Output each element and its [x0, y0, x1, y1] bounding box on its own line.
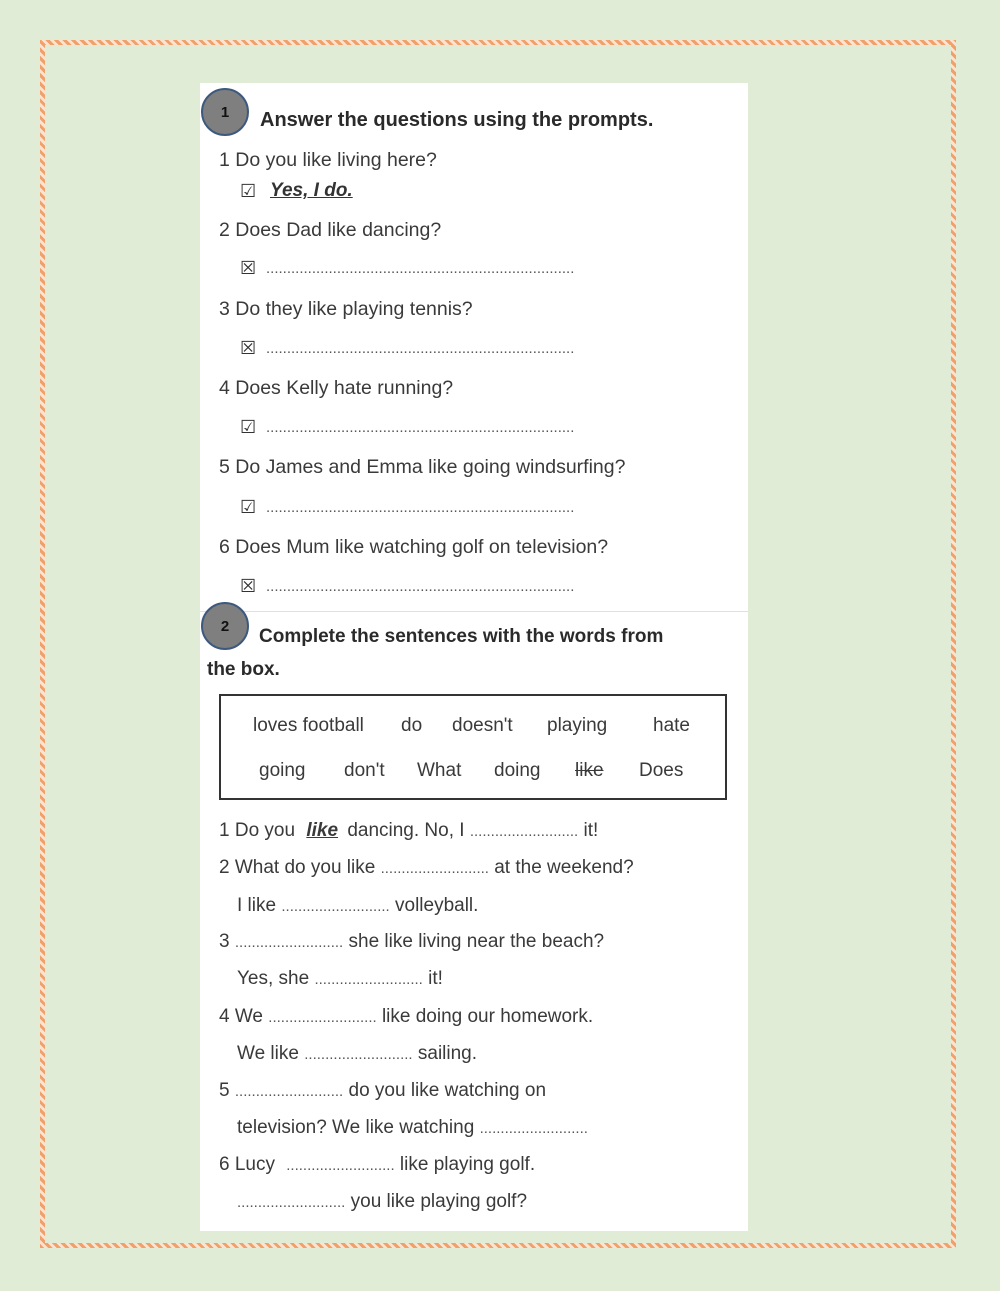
check-icon: ☑ — [240, 180, 257, 201]
word-box — [219, 694, 727, 800]
word-box-item: do — [401, 715, 423, 736]
sentence-5-line2 — [237, 1117, 588, 1139]
question-2: 2 Does Dad like dancing? — [219, 219, 442, 241]
answer-5-blank[interactable]: .......................................................................... — [266, 499, 575, 516]
sentence-2 — [219, 857, 634, 879]
exercise-2-heading-line2: the box. — [207, 659, 280, 680]
sentence-text: 4 We — [219, 1006, 264, 1027]
answer-5 — [240, 497, 574, 518]
answer-6 — [240, 576, 574, 597]
word-box-item: don't — [344, 760, 385, 781]
sentence-text: 1 Do you — [219, 820, 296, 841]
word-box-item: hate — [653, 715, 690, 736]
question-5: 5 Do James and Emma like going windsurfing? — [219, 456, 626, 478]
check-icon: ☑ — [240, 417, 257, 437]
sentence-text: volleyball. — [395, 895, 479, 916]
blank-field[interactable]: .......................... — [314, 971, 423, 988]
blank-field[interactable]: .......................... — [237, 1194, 346, 1211]
sentence-6 — [219, 1154, 535, 1176]
answer-1 — [240, 180, 353, 202]
word-box-item: loves football — [253, 715, 364, 736]
sentence-text: it! — [428, 968, 443, 989]
check-icon: ☑ — [240, 497, 257, 517]
sentence-1 — [219, 820, 598, 842]
sentence-text: she like living near the beach? — [348, 931, 605, 952]
sentence-text: like doing our homework. — [381, 1006, 594, 1027]
word-box-item: doing — [494, 760, 541, 781]
word-box-item: doesn't — [452, 715, 513, 736]
sentence-text: 2 What do you like — [219, 857, 376, 878]
blank-field[interactable]: .......................... — [479, 1120, 588, 1137]
answer-2-blank[interactable]: .......................................................................... — [266, 260, 575, 277]
sentence-text: it! — [583, 820, 599, 841]
example-answer: like — [306, 820, 339, 841]
sentence-3 — [219, 931, 604, 953]
sentence-text: 6 Lucy — [219, 1154, 275, 1175]
sentence-text: like playing golf. — [399, 1154, 536, 1175]
word-box-item: going — [259, 760, 306, 781]
blank-field[interactable]: .......................... — [469, 823, 579, 840]
blank-field[interactable]: .......................... — [380, 860, 489, 877]
exercise-1-badge — [201, 88, 249, 136]
word-box-item: Does — [639, 760, 684, 781]
answer-4-blank[interactable]: .......................................................................... — [266, 419, 575, 436]
question-3: 3 Do they like playing tennis? — [219, 298, 473, 320]
word-box-item: What — [417, 760, 462, 781]
sentence-text: sailing. — [417, 1043, 478, 1064]
blank-field[interactable]: .......................... — [234, 1083, 344, 1100]
sentence-4-line2 — [237, 1043, 477, 1065]
blank-field[interactable]: .......................... — [234, 934, 344, 951]
cross-icon: ☒ — [240, 258, 257, 278]
sentence-text: Yes, she — [237, 968, 310, 989]
sentence-text: 3 — [219, 931, 230, 952]
sentence-6-line2 — [237, 1191, 527, 1213]
exercise-2-heading-line1: Complete the sentences with the words from — [259, 626, 664, 647]
sentence-4 — [219, 1006, 593, 1028]
exercise-1-heading: Answer the questions using the prompts. — [260, 109, 654, 131]
worksheet — [200, 83, 748, 1231]
blank-field[interactable]: .......................... — [268, 1009, 377, 1026]
cross-icon: ☒ — [240, 576, 257, 596]
sentence-text: dancing. No, I — [347, 820, 465, 841]
question-4: 4 Does Kelly hate running? — [219, 377, 454, 399]
cross-icon: ☒ — [240, 338, 257, 358]
answer-3 — [240, 338, 574, 359]
sentence-text: television? We like watching — [237, 1117, 475, 1138]
word-box-item: playing — [547, 715, 608, 736]
blank-field[interactable]: .......................... — [304, 1046, 413, 1063]
word-box-item-used: like — [575, 760, 604, 781]
exercise-2-badge — [201, 602, 249, 650]
sentence-text: We like — [237, 1043, 299, 1064]
sentence-text: do you like watching on — [348, 1080, 547, 1101]
sentence-5 — [219, 1080, 546, 1102]
sentence-text: I like — [237, 895, 277, 916]
answer-4 — [240, 417, 574, 438]
sentence-text: you like playing golf? — [350, 1191, 528, 1212]
section-divider — [200, 611, 748, 612]
sentence-text: at the weekend? — [494, 857, 634, 878]
answer-6-blank[interactable]: .......................................................................... — [266, 578, 575, 595]
exercise-1-number: 1 — [220, 103, 230, 121]
answer-3-blank[interactable]: .......................................................................... — [266, 340, 575, 357]
answer-1-text: Yes, I do. — [270, 180, 353, 201]
blank-field[interactable]: .......................... — [281, 898, 390, 915]
question-6: 6 Does Mum like watching golf on television? — [219, 536, 609, 558]
answer-2 — [240, 258, 574, 279]
question-1: 1 Do you like living here? — [219, 149, 437, 171]
sentence-3-line2 — [237, 968, 443, 990]
sentence-2-line2 — [237, 895, 478, 917]
sentence-text: 5 — [219, 1080, 230, 1101]
exercise-2-number: 2 — [220, 617, 230, 635]
blank-field[interactable]: .......................... — [286, 1157, 395, 1174]
